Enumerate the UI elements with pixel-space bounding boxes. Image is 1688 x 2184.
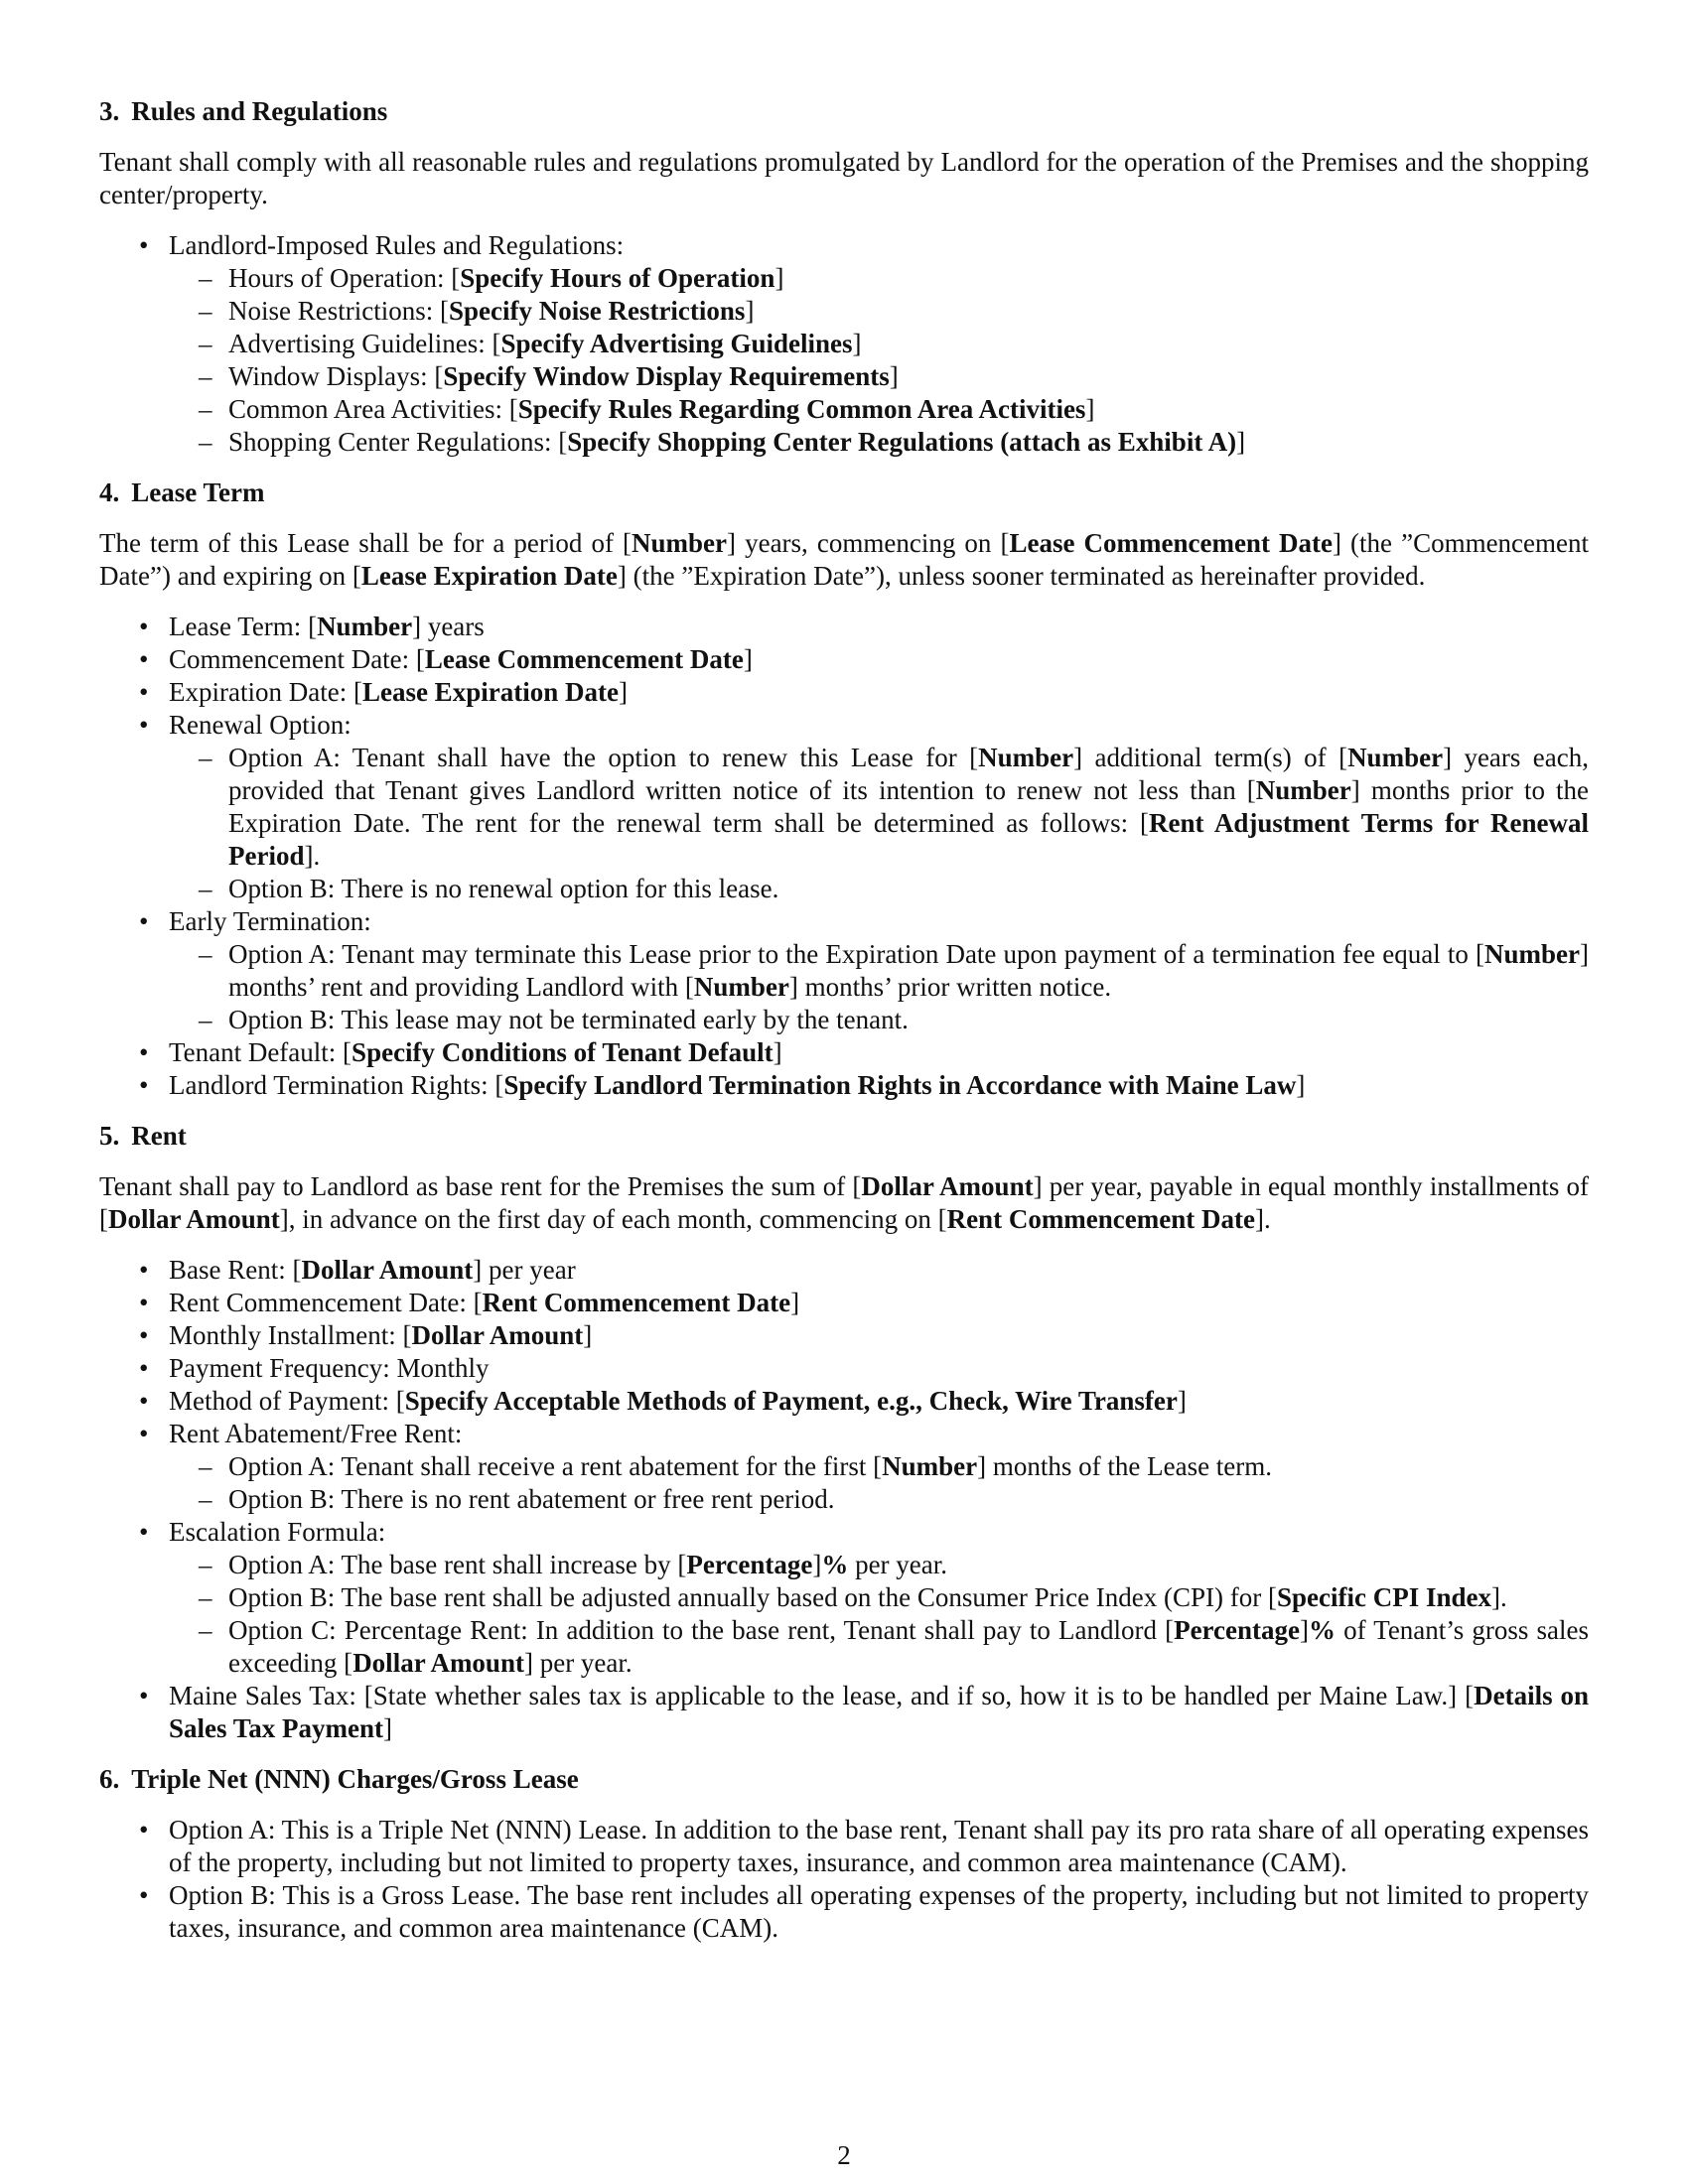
list-item: • Tenant Default: [Specify Conditions of Tenant Default]	[169, 1036, 1589, 1069]
list-item: – Option B: This lease may not be terminated early by the tenant.	[228, 1004, 1589, 1036]
list-item: – Option A: Tenant may terminate this Lease prior to the Expiration Date upon payment of a termination fee equal to [Number] months’ rent and providing Landlord with [Number] months’ prior written notice.	[228, 938, 1589, 1004]
list-item: – Shopping Center Regulations: [Specify Shopping Center Regulations (attach as Exhibit A)]	[228, 426, 1589, 459]
list-item: • Monthly Installment: [Dollar Amount]	[169, 1319, 1589, 1352]
rent-paragraph: Tenant shall pay to Landlord as base rent for the Premises the sum of [Dollar Amount] per year, payable in equal monthly installments of [Dollar Amount], in advance on the first day of each month, commencing on [Rent Commencement Date].	[99, 1171, 1589, 1234]
list-item: – Option B: There is no rent abatement or free rent period.	[228, 1483, 1589, 1516]
list-item: • Early Termination: – Option A: Tenant may terminate this Lease prior to the Expiration Date upon payment of a termination fee equal to [Number] months’ rent and providing Landlord with [Number] months’ prior written notice. – Option B: This lease may not be terminated early by the tenant.	[169, 905, 1589, 1036]
list-item: • Option A: This is a Triple Net (NNN) Lease. In addition to the base rent, Tenant shall pay its pro rata share of all operating expenses of the property, including but not limited to property taxes, insurance, and common area maintenance (CAM).	[169, 1814, 1589, 1879]
document-page	[99, 95, 1589, 1963]
list-item: – Common Area Activities: [Specify Rules Regarding Common Area Activities]	[228, 393, 1589, 426]
section-heading-rent: 5. Rent	[99, 1121, 187, 1151]
list-item: – Option B: There is no renewal option for this lease.	[228, 873, 1589, 905]
abatement-options	[169, 1450, 1589, 1516]
list-item: • Landlord Termination Rights: [Specify Landlord Termination Rights in Accordance with Maine Law]	[169, 1069, 1589, 1102]
list-item: • Option B: This is a Gross Lease. The base rent includes all operating expenses of the property, including but not limited to property taxes, insurance, and common area maintenance (CAM).	[169, 1879, 1589, 1945]
list-item: • Landlord-Imposed Rules and Regulations: – Hours of Operation: [Specify Hours of Operation] – Noise Restrictions: [Specify Noise Restrictions] – Advertising Guidelines: [Specify Advertising Guidelines] – Window Displays: [Specify Window Display Requirements] – Common Area Activities: [Specify Rules Regarding Common Area Activities] – Shopping Center Regulations: [Specify Shopping Center Regulations (attach as Exhibit A)]	[169, 229, 1589, 459]
list-item: • Commencement Date: [Lease Commencement Date]	[169, 643, 1589, 676]
list-item: – Option A: Tenant shall have the option to renew this Lease for [Number] additional term(s) of [Number] years each, provided that Tenant gives Landlord written notice of its intention to renew not less than [Number] months prior to the Expiration Date. The rent for the renewal term shall be determined as follows: [Rent Adjustment Terms for Renewal Period].	[228, 742, 1589, 873]
nnn-options	[99, 1814, 1589, 1945]
list-item: • Renewal Option: – Option A: Tenant shall have the option to renew this Lease for [Number] additional term(s) of [Number] years each, provided that Tenant gives Landlord written notice of its intention to renew not less than [Number] months prior to the Expiration Date. The rent for the renewal term shall be determined as follows: [Rent Adjustment Terms for Renewal Period]. – Option B: There is no renewal option for this lease.	[169, 709, 1589, 905]
rules-list	[99, 229, 1589, 459]
list-item: – Option C: Percentage Rent: In addition to the base rent, Tenant shall pay to Landlord [Percentage]% of Tenant’s gross sales exceeding [Dollar Amount] per year.	[228, 1614, 1589, 1680]
section-heading-lease-term: 4. Lease Term	[99, 478, 265, 507]
rent-list	[99, 1254, 1589, 1745]
early-termination-options	[169, 938, 1589, 1036]
lease-term-paragraph: The term of this Lease shall be for a period of [Number] years, commencing on [Lease Commencement Date] (the ”Commencement Date”) and expiring on [Lease Expiration Date] (the ”Expiration Date”), unless sooner terminated as hereinafter provided.	[99, 528, 1590, 591]
page-number: 2	[837, 2140, 851, 2170]
list-item: • Rent Commencement Date: [Rent Commencement Date]	[169, 1287, 1589, 1319]
list-item: – Option A: Tenant shall receive a rent abatement for the first [Number] months of the Lease term.	[228, 1450, 1589, 1483]
section-heading-rules: 3. Rules and Regulations	[99, 96, 388, 126]
list-item: – Noise Restrictions: [Specify Noise Restrictions]	[228, 295, 1589, 328]
list-item: • Method of Payment: [Specify Acceptable Methods of Payment, e.g., Check, Wire Transfer]	[169, 1385, 1589, 1418]
escalation-options	[169, 1549, 1589, 1680]
list-item: – Window Displays: [Specify Window Display Requirements]	[228, 360, 1589, 393]
list-item: • Lease Term: [Number] years	[169, 611, 1589, 643]
list-item: • Rent Abatement/Free Rent: – Option A: Tenant shall receive a rent abatement for the first [Number] months of the Lease term. – Option B: There is no rent abatement or free rent period.	[169, 1418, 1589, 1516]
list-item: • Expiration Date: [Lease Expiration Date]	[169, 676, 1589, 709]
list-item: – Option B: The base rent shall be adjusted annually based on the Consumer Price Index (CPI) for [Specific CPI Index].	[228, 1581, 1589, 1614]
list-item: • Base Rent: [Dollar Amount] per year	[169, 1254, 1589, 1287]
list-item: • Escalation Formula: – Option A: The base rent shall increase by [Percentage]% per year. – Option B: The base rent shall be adjusted annually based on the Consumer Price Index (CPI) for [Specific CPI Index]. – Option C: Percentage Rent: In addition to the base rent, Tenant shall pay to Landlord [Percentage]% of Tenant’s gross sales exceeding [Dollar Amount] per year.	[169, 1516, 1589, 1680]
renewal-options	[169, 742, 1589, 905]
list-item: • Maine Sales Tax: [State whether sales tax is applicable to the lease, and if so, how it is to be handled per Maine Law.] [Details on Sales Tax Payment]	[169, 1680, 1589, 1745]
section-heading-nnn: 6. Triple Net (NNN) Charges/Gross Lease	[99, 1764, 579, 1794]
rules-intro: Tenant shall comply with all reasonable rules and regulations promulgated by Landlord for the operation of the Premises and the shopping center/property.	[99, 147, 1589, 209]
list-item: • Payment Frequency: Monthly	[169, 1352, 1589, 1385]
list-item: – Advertising Guidelines: [Specify Advertising Guidelines]	[228, 328, 1589, 360]
list-item: – Hours of Operation: [Specify Hours of Operation]	[228, 262, 1589, 295]
lease-term-list	[99, 611, 1589, 1102]
rules-sublist	[169, 262, 1589, 459]
list-item: – Option A: The base rent shall increase by [Percentage]% per year.	[228, 1549, 1589, 1581]
